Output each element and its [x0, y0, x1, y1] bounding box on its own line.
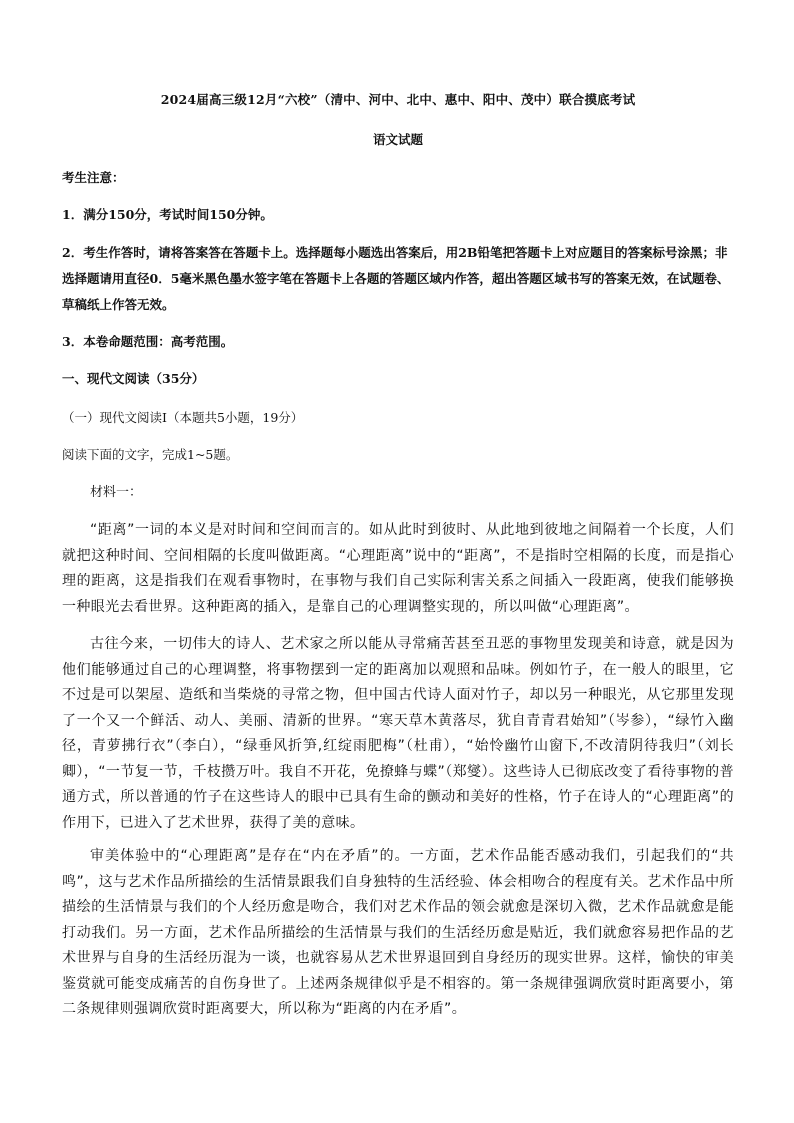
exam-subtitle: 语文试题	[372, 132, 423, 147]
paragraph-3: 审美体验中的“心理距离”是存在“内在矛盾”的。一方面，艺术作品能否感动我们，引起我们的“共鸣”，这与艺术作品所描绘的生活情景跟我们自身独特的生活经验、体会相吻合的程度有关。艺术作品中所描绘的生活情景与我们的个人经历愈是吻合，我们对艺术作品的领会就愈是深切入微，艺术作品就愈是能打动我们。另一方面，艺术作品所描绘的生活情景与我们的生活经历愈是贴近，我们就愈容易把作品的艺术世界与自身的生活经历混为一谈，也就容易从艺术世界退回到自身经历的现实世界。这样，愉快的审美鉴赏就可能变成痛苦的自伤身世了。上述两条规律似乎是不相容的。第一条规律强调欣赏时距离要小，第二条规律则强调欣赏时距离要大，所以称为“距离的内在矛盾”。	[62, 848, 734, 1017]
notice-item-1: 1．满分150分，考试时间150分钟。	[62, 207, 273, 222]
sub-section-heading: （一）现代文阅读Ⅰ（本题共5小题，19分）	[62, 410, 304, 425]
paragraph-1: “距离”一词的本义是对时间和空间而言的。如从此时到彼时、从此地到彼地之间隔着一个长度，人们就把这种时间、空间相隔的长度叫做距离。“心理距离”说中的“距离”，不是指时空相隔的长度，而是指心理的距离，这是指我们在观看事物时，在事物与我们自己实际利害关系之间插入一段距离，使我们能够换一种眼光去看世界。这种距离的插入，是靠自己的心理调整实现的，所以叫做“心理距离”。	[62, 522, 734, 615]
paragraph-2: 古往今来，一切伟大的诗人、艺术家之所以能从寻常痛苦甚至丑恶的事物里发现美和诗意，就是因为他们能够通过自己的心理调整，将事物摆到一定的距离加以观照和品味。例如竹子，在一般人的眼里，它不过是可以架屋、造纸和当柴烧的寻常之物，但中国古代诗人面对竹子，却以另一种眼光，从它那里发现了一个又一个鲜活、动人、美丽、清新的世界。“寒天草木黄落尽，犹自青青君始知”（岑参），“绿竹入幽径，青萝拂行衣”（李白），“绿垂风折笋,红绽雨肥梅”（杜甫），“始怜幽竹山窗下,不改清阴待我归”（刘长卿），“一节复一节，千枝攒万叶。我自不开花，免撩蜂与蝶”（郑燮）。这些诗人已彻底改变了看待事物的普通方式，所以普通的竹子在这些诗人的眼中已具有生命的颤动和美好的性格，竹子在诗人的“心理距离”的作用下，已进入了艺术世界，获得了美的意味。	[62, 636, 734, 831]
notice-item-2: 2．考生作答时，请将答案答在答题卡上。选择题每小题选出答案后，用2B铅笔把答题卡上对应题目的答案标号涂黑；非选择题请用直径0．5毫米黑色墨水签字笔在答题卡上各题的答题区域内作答，超出答题区域书写的答案无效，在试题卷、草稿纸上作答无效。	[62, 245, 730, 312]
material-label: 材料一：	[90, 485, 143, 500]
notice-heading: 考生注意：	[62, 170, 125, 185]
notice-item-3: 3．本卷命题范围：高考范围。	[62, 334, 234, 349]
exam-title: 2024届高三级12月“六校”（清中、河中、北中、惠中、阳中、茂中）联合摸底考试	[160, 92, 636, 107]
section-heading: 一、现代文阅读（35分）	[62, 371, 205, 386]
reading-instruction: 阅读下面的文字，完成1~5题。	[62, 447, 239, 462]
